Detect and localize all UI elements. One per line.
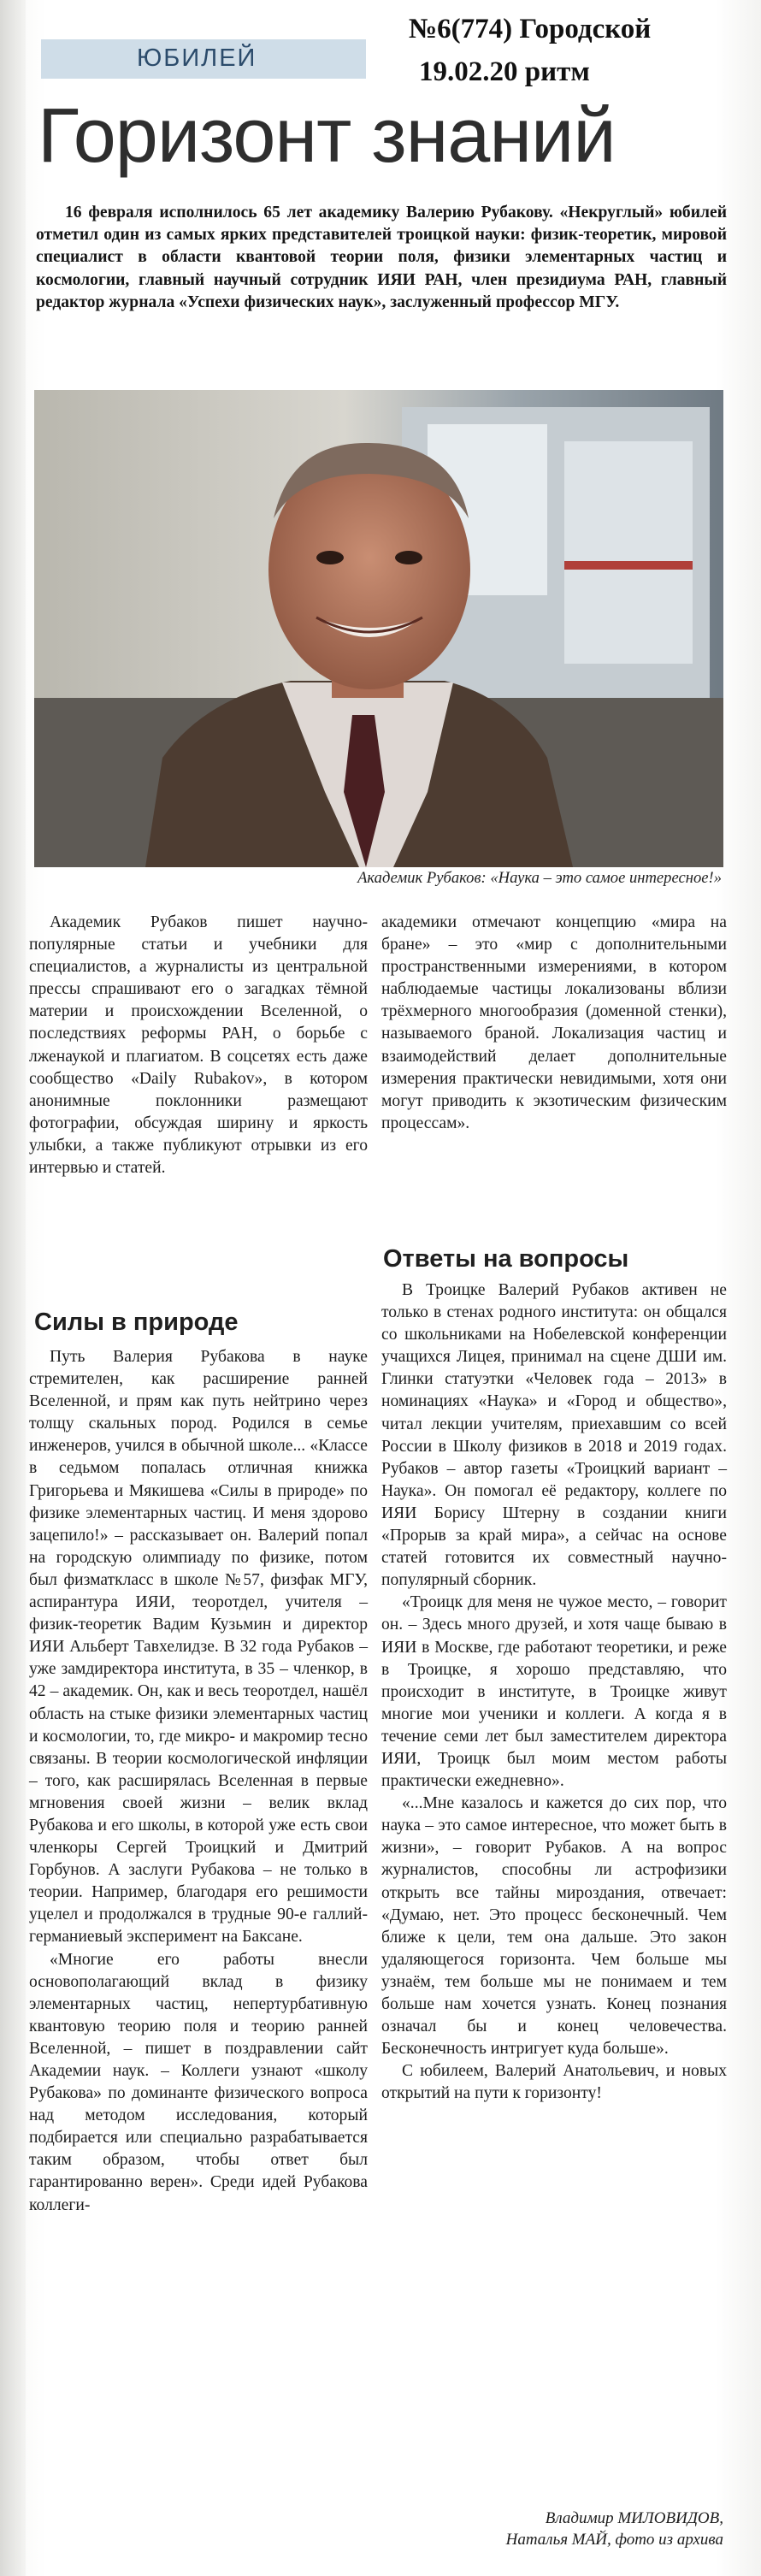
article-lead: 16 февраля исполнилось 65 лет академику Валерию Рубакову. «Некруглый» юбилей отметил один из самых ярких представителей троицкой науки: физик-теоретик, мировой специалист в области квантовой теории поля, физики элементарных частиц и космологии, главный научный сотрудник ИЯИ РАН, член президиума РАН, главный редактор журнала «Успехи физических наук», заслуженный профессор МГУ.: [36, 204, 727, 311]
issue-date: 19.02.20 ритм: [419, 56, 590, 87]
paragraph: «...Мне казалось и кажется до сих пор, что наука – это самое интересное, что может быть в жизни», – говорит Рубаков. А на вопрос журналистов, способны ли астрофизики открыть все тайны мироздания, отвечает: «Думаю, нет. Это процесс бесконечный. Чем ближе к цели, тем она дальше. Это закон удаляющегося горизонта. Чем больше мы узнаём, тем больше мы не понимаем и тем больше нам хочется узнать. Конец познания означал бы и конец человечества. Бесконечность интригует куда больше».: [381, 1794, 727, 2059]
portrait-photo: [34, 390, 723, 867]
rubric-banner: [41, 39, 366, 79]
column-right-top: [381, 912, 727, 1135]
column-right-body: [381, 1279, 727, 2105]
byline-author-photo: Наталья МАЙ, фото из архива: [505, 2531, 723, 2549]
page-edge-shadow: [0, 0, 26, 2576]
column-left-top: [29, 912, 368, 1179]
column-left-body: [29, 1346, 368, 2217]
section-heading-answers: Ответы на вопросы: [383, 1245, 629, 1273]
paragraph: «Многие его работы внесли основополагающий вклад в физику элементарных частиц, непертурбативную квантовую теорию поля и теорию ранней Вселенной, – пишет в поздравлении сайт Академии наук. – Коллеги узнают «школу Рубакова» по доминанте физического вопроса над методом исследования, который подбирается или специально разрабатывается таким образом, чтобы ответ был гарантированно верен». Среди идей Рубакова коллеги-: [29, 1950, 368, 2214]
portrait-illustration: [34, 390, 723, 867]
byline-author: Владимир МИЛОВИДОВ,: [545, 2509, 723, 2527]
paragraph: Путь Валерия Рубакова в науке стремителен, как расширение ранней Вселенной, и прям как путь нейтрино через толщу скальных пород. Родился в семье инженеров, учился в обычной школе... «Классе в седьмом попалась отличная книжка Григорьева и Мякишева «Силы в природе» по физике элементарных частиц. И меня здорово зацепило!» – рассказывает он. Валерий попал на городскую олимпиаду по физике, потом был физматкласс в школе №57, физфак МГУ, аспирантура ИЯИ, теоротдел, учителя – физик-теоретик Вадим Кузьмин и директор ИЯИ Альберт Тавхелидзе. В 32 года Рубаков – уже замдиректора института, в 35 – членкор, в 42 – академик. Он, как и весь теоротдел, нашёл область на стыке физики элементарных частиц и космологии, то, где микро- и макромир тесно связаны. В теории космологической инфляции – того, как расширялась Вселенная в первые мгновения своей жизни – велик вклад Рубакова и его школы, в которой уже есть свои членкоры Сергей Троицкий и Дмитрий Горбунов. А заслуги Рубакова – не только в теории. Например, благодаря его решимости уцелел и продолжался в трудные 90-е галлий-германиевый эксперимент на Баксане.: [29, 1348, 368, 1947]
paragraph: Академик Рубаков пишет научно-популярные статьи и учебники для специалистов, а журналисты из центральной прессы спрашивают его о загадках тёмной материи и происхождении Вселенной, о последствиях реформы РАН, о борьбе с лженаукой и плагиатом. В соцсетях есть даже сообщество «Daily Rubakov», в котором анонимные поклонники размещают фотографии, обсуждая ширину и яркость улыбки, а также публикуют отрывки из его интервью и статей.: [29, 913, 368, 1178]
photo-caption: Академик Рубаков: «Наука – это самое интересное!»: [357, 869, 722, 887]
article-headline: Горизонт знаний: [38, 93, 616, 179]
section-heading-forces: Силы в природе: [34, 1309, 239, 1336]
rubric-label: ЮБИЛЕЙ: [137, 44, 257, 72]
paragraph: В Троицке Валерий Рубаков активен не только в стенах родного института: он общался со школьниками на Нобелевской конференции учащихся Лицея, принимал на сцене ДШИ им. Глинки статуэтки «Человек года – 2013» в номинациях «Наука» и «Город и общество», читал лекции учителям, приехавшим со всей России в Школу физиков в 2018 и 2019 годах. Рубаков – автор газеты «Троицкий вариант – Наука». Он помогал её редактору, коллеге по ИЯИ Борису Штерну в создании книги «Прорыв за край мира», а сейчас на основе статей готовится их совместный научно-популярный сборник.: [381, 1281, 727, 1590]
byline: [381, 2508, 723, 2550]
masthead: [409, 12, 751, 97]
paragraph: С юбилеем, Валерий Анатольевич, и новых открытий на пути к горизонту!: [381, 2062, 727, 2103]
paragraph: «Троицк для меня не чужое место, – говорит он. – Здесь много друзей, и хотя чаще бываю в ИЯИ в Москве, где работают теоретики, и реже в Троицке, я хорошо представляю, что происходит в институте, в Троицке живут многие мои ученики и коллеги. А когда я в течение семи лет был заместителем директора ИЯИ, Троицк был моим местом работы практически ежедневно».: [381, 1593, 727, 1791]
paragraph: академики отмечают концепцию «мира на бране» – это «мир с дополнительными пространственными измерениями, в котором наблюдаемые частицы локализованы вблизи трёхмерного многообразия (доменной стенки), называемого браной. Локализация частиц и взаимодействий делает дополнительные измерения практически невидимыми, хотя они могут приводить к экзотическим физическим процессам».: [381, 913, 727, 1132]
issue-number: №6(774) Городской: [409, 14, 652, 44]
